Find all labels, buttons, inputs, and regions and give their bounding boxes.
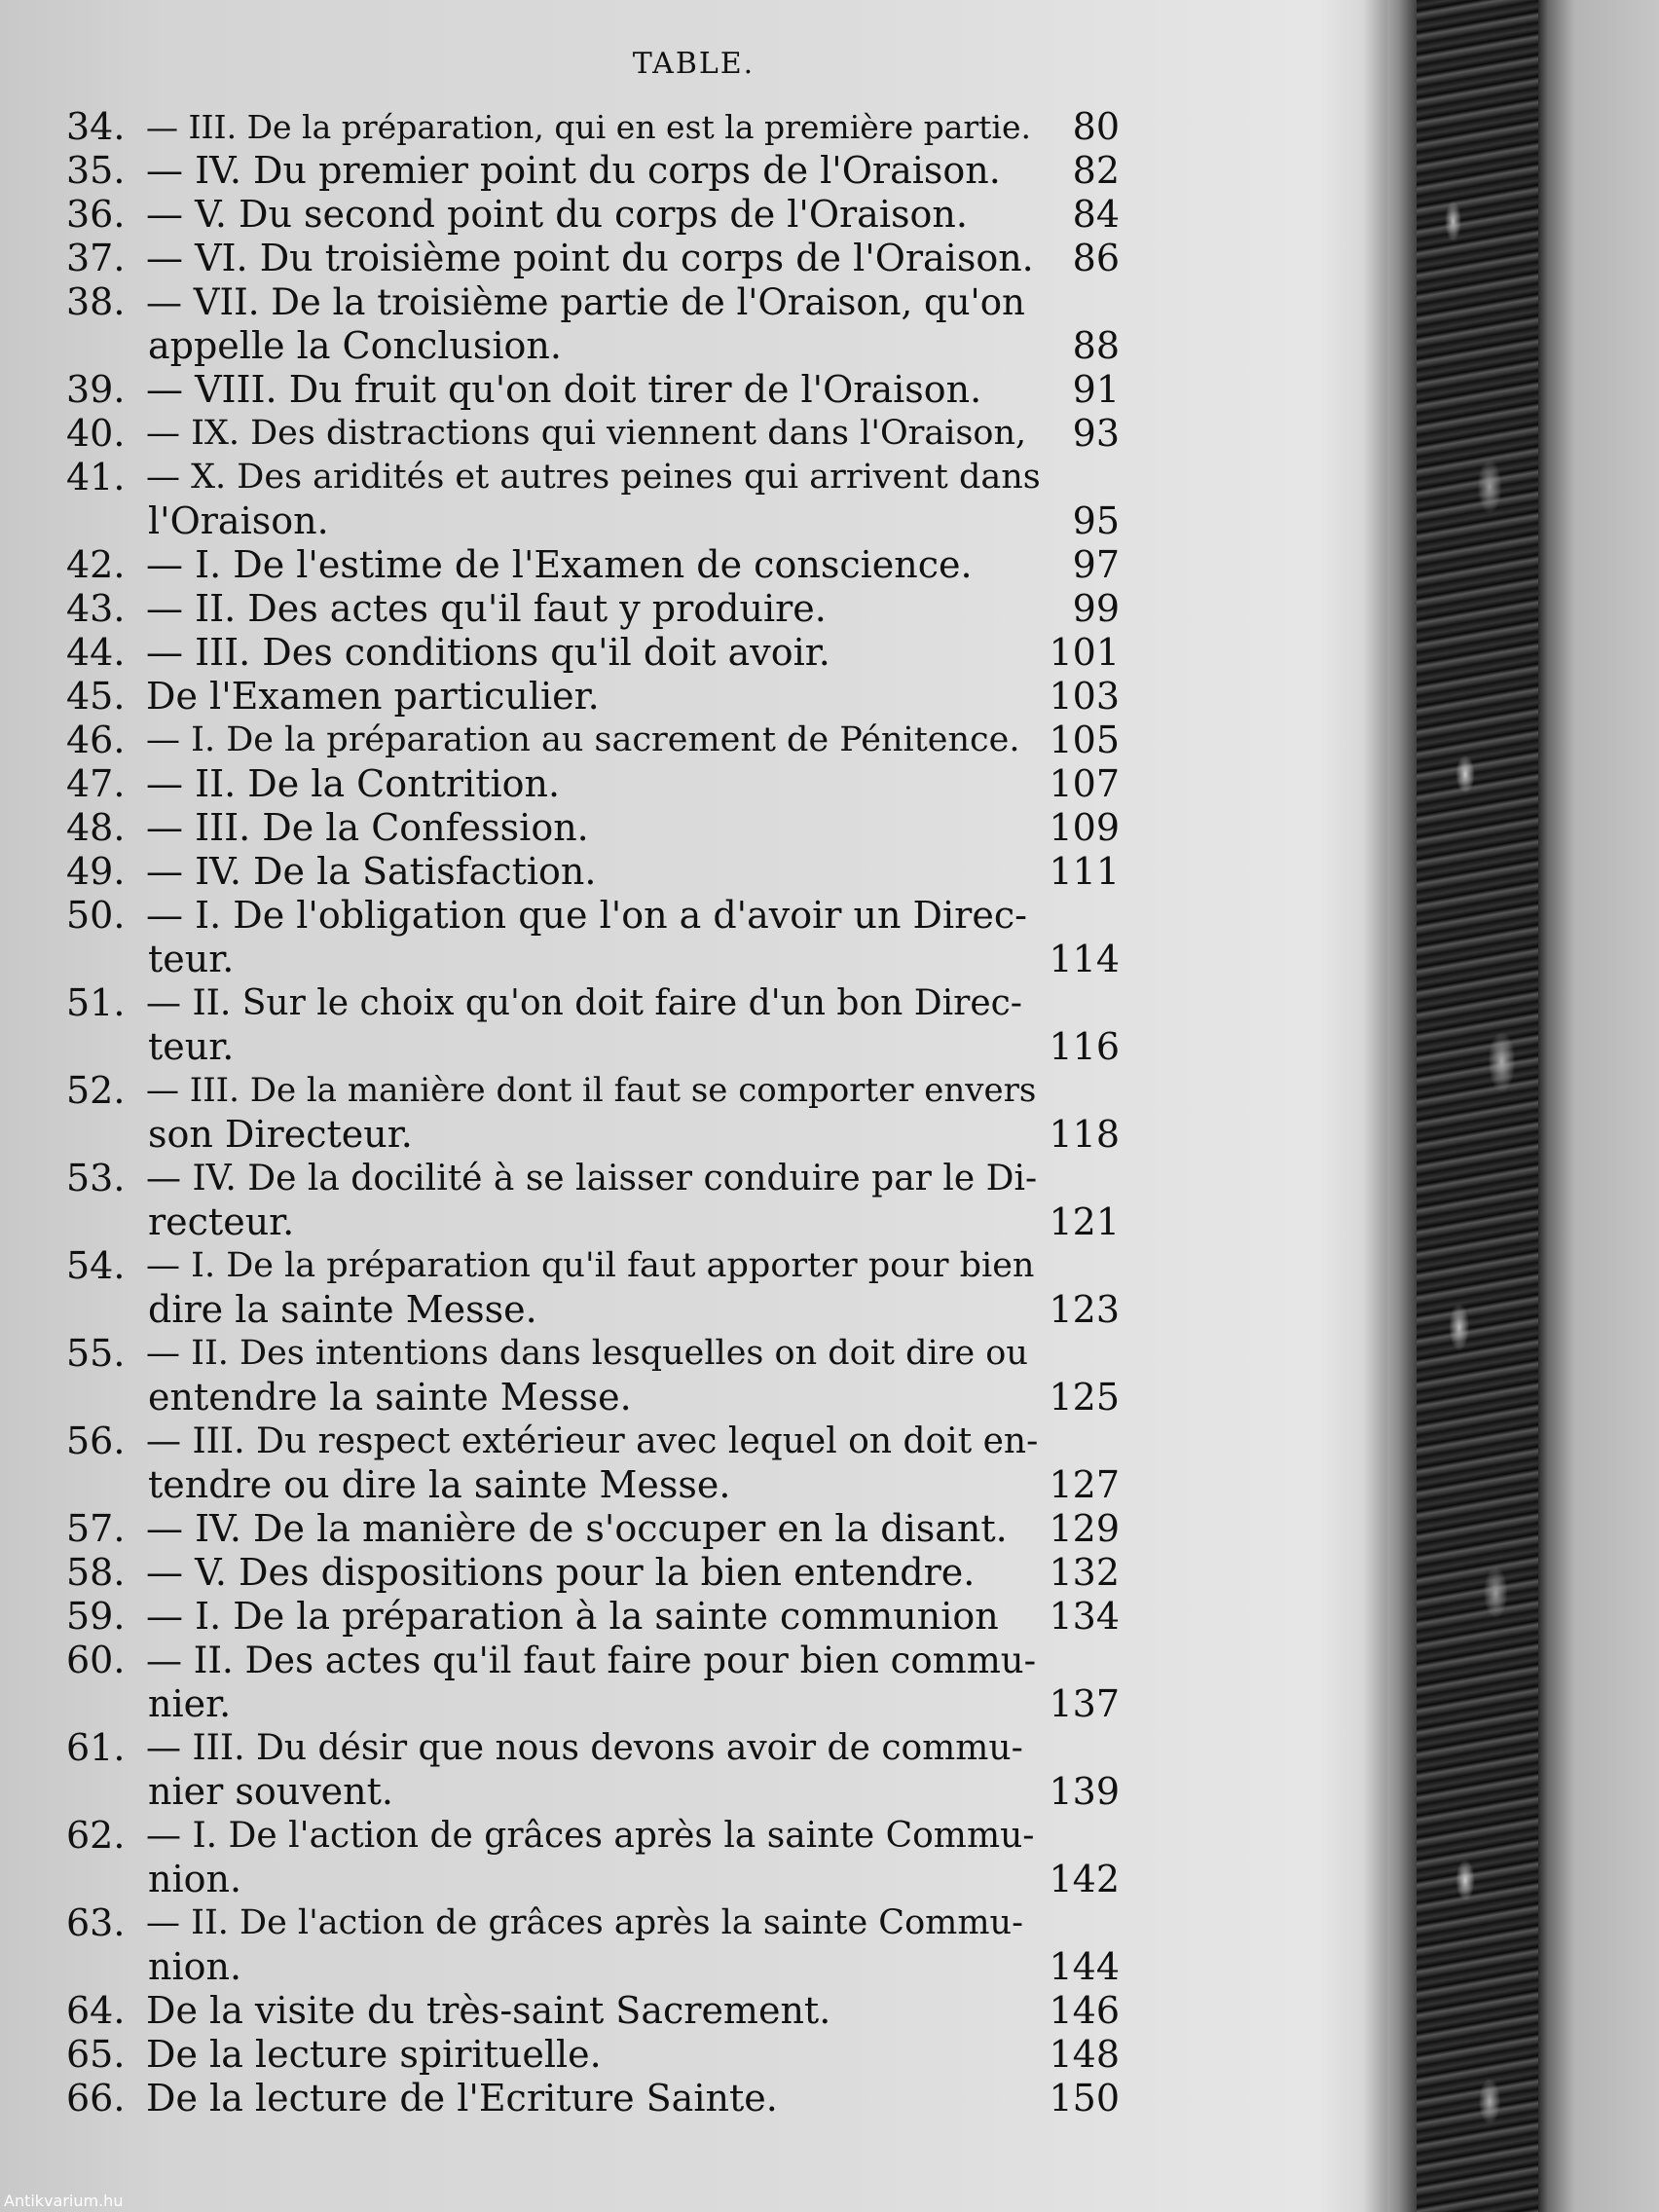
entry-number: 55. — [66, 1332, 126, 1375]
toc-entry — [0, 1858, 1387, 1901]
entry-title: — IV. De la manière de s'occuper en la disant. — [146, 1507, 1008, 1550]
entry-title: — IX. Des distractions qui viennent dans l'Oraison, — [146, 414, 1027, 453]
entry-title: — I. De l'obligation que l'on a d'avoir un Direc- — [146, 894, 1027, 937]
entry-title: De la lecture de l'Ecriture Sainte. — [146, 2077, 778, 2120]
entry-page-number: 114 — [1049, 938, 1120, 980]
entry-number: 37. — [66, 237, 126, 279]
entry-number: 50. — [66, 894, 126, 937]
toc-entry — [0, 1332, 1387, 1376]
entry-title: — IV. De la docilité à se laisser conduire par le Di- — [146, 1159, 1038, 1198]
toc-entry — [0, 149, 1387, 193]
entry-page-number: 125 — [1049, 1376, 1120, 1419]
toc-entry — [0, 1025, 1387, 1069]
entry-page-number: 144 — [1049, 1945, 1120, 1988]
entry-number: 49. — [66, 850, 126, 893]
toc-entry — [0, 1726, 1387, 1770]
toc-entry — [0, 938, 1387, 981]
entry-title: nier souvent. — [148, 1770, 393, 1813]
entry-number: 44. — [66, 631, 126, 674]
toc-entry — [0, 368, 1387, 412]
toc-entry — [0, 719, 1387, 762]
entry-title: — I. De l'estime de l'Examen de conscience. — [146, 543, 973, 586]
toc-entry — [0, 1288, 1387, 1332]
entry-title: — III. De la Confession. — [146, 806, 589, 849]
entry-number: 35. — [66, 149, 126, 192]
toc-entry — [0, 806, 1387, 850]
entry-number: 39. — [66, 368, 126, 411]
entry-number: 63. — [66, 1901, 126, 1944]
entry-title: — VII. De la troisième partie de l'Oraison, qu'on — [146, 281, 1025, 323]
toc-entry — [0, 675, 1387, 719]
entry-title: — V. Des dispositions pour la bien entendre. — [146, 1551, 976, 1594]
entry-number: 61. — [66, 1726, 126, 1769]
entry-page-number: 86 — [1072, 237, 1120, 279]
entry-number: 51. — [66, 981, 126, 1024]
entry-title: teur. — [148, 938, 235, 980]
toc-entry — [0, 850, 1387, 894]
entry-page-number: 105 — [1049, 719, 1120, 761]
entry-page-number: 103 — [1049, 675, 1120, 718]
entry-number: 41. — [66, 456, 126, 498]
entry-title: nion. — [148, 1858, 242, 1900]
entry-number: 62. — [66, 1814, 126, 1857]
entry-title: l'Oraison. — [148, 499, 329, 542]
entry-number: 42. — [66, 543, 126, 586]
entry-title: entendre la sainte Messe. — [148, 1376, 632, 1419]
toc-entry — [0, 280, 1387, 324]
toc-entry — [0, 237, 1387, 280]
entry-page-number: 101 — [1049, 631, 1120, 674]
entry-title: tendre ou dire la sainte Messe. — [148, 1463, 731, 1506]
entry-number: 43. — [66, 587, 126, 630]
entry-page-number: 97 — [1072, 543, 1120, 586]
entry-title: — III. Des conditions qu'il doit avoir. — [146, 631, 830, 674]
toc-entry — [0, 1200, 1387, 1244]
watermark: Antikvarium.hu — [4, 2192, 124, 2210]
toc-entry — [0, 1244, 1387, 1288]
entry-number: 52. — [66, 1069, 126, 1112]
entry-title: nier. — [148, 1682, 232, 1725]
entry-title: son Directeur. — [148, 1113, 413, 1156]
toc-entry — [0, 587, 1387, 631]
toc-entry — [0, 1507, 1387, 1551]
entry-title: — VI. Du troisième point du corps de l'Oraison. — [146, 237, 1034, 279]
entry-number: 47. — [66, 762, 126, 805]
entry-title: De la visite du très-saint Sacrement. — [146, 1989, 831, 2032]
entry-page-number: 127 — [1049, 1463, 1120, 1506]
toc-entry — [0, 1639, 1387, 1682]
entry-number: 66. — [66, 2077, 126, 2120]
entry-title: — II. Sur le choix qu'on doit faire d'un bon Direc- — [146, 983, 1022, 1023]
entry-title: dire la sainte Messe. — [148, 1288, 537, 1331]
entry-title: — I. De la préparation qu'il faut apporter pour bien — [146, 1246, 1035, 1285]
entry-title: — I. De la préparation à la sainte communion — [146, 1595, 999, 1638]
toc-entry — [0, 631, 1387, 675]
entry-title: nion. — [148, 1945, 242, 1988]
toc-entry — [0, 499, 1387, 543]
entry-title: — VIII. Du fruit qu'on doit tirer de l'Oraison. — [146, 368, 982, 411]
toc-entry — [0, 1463, 1387, 1507]
entry-title: recteur. — [148, 1200, 295, 1243]
toc-entry — [0, 1945, 1387, 1989]
entry-title: — III. De la manière dont il faut se comporter envers — [146, 1071, 1037, 1110]
entry-page-number: 99 — [1072, 587, 1120, 630]
entry-page-number: 134 — [1049, 1595, 1120, 1638]
entry-number: 59. — [66, 1595, 126, 1638]
toc-entry — [0, 894, 1387, 938]
entry-page-number: 93 — [1072, 412, 1120, 455]
entry-number: 60. — [66, 1639, 126, 1681]
entry-page-number: 146 — [1049, 1989, 1120, 2032]
toc-entry — [0, 1551, 1387, 1595]
entry-title: — II. Des intentions dans lesquelles on doit dire ou — [146, 1334, 1028, 1373]
entry-title: — IV. De la Satisfaction. — [146, 850, 597, 893]
entry-page-number: 107 — [1049, 762, 1120, 805]
entry-page-number: 95 — [1072, 499, 1120, 542]
entry-page-number: 150 — [1049, 2077, 1120, 2120]
entry-title: — III. Du respect extérieur avec lequel on doit en- — [146, 1421, 1039, 1461]
toc-entry — [0, 456, 1387, 499]
toc-entry — [0, 981, 1387, 1025]
toc-entry — [0, 1770, 1387, 1814]
toc-entry — [0, 1157, 1387, 1200]
toc-entry — [0, 543, 1387, 587]
toc-entry — [0, 1069, 1387, 1113]
toc-entry — [0, 1682, 1387, 1726]
entry-title: — II. De l'action de grâces après la sainte Commu- — [146, 1903, 1023, 1942]
toc-entry — [0, 2033, 1387, 2077]
entry-page-number: 129 — [1049, 1507, 1120, 1550]
entry-page-number: 109 — [1049, 806, 1120, 849]
entry-title: — X. Des aridités et autres peines qui arrivent dans — [146, 458, 1041, 497]
entry-title: — IV. Du premier point du corps de l'Oraison. — [146, 149, 1001, 192]
entry-page-number: 84 — [1072, 193, 1120, 236]
entry-number: 36. — [66, 193, 126, 236]
toc-entry — [0, 1376, 1387, 1419]
entry-title: appelle la Conclusion. — [148, 324, 562, 367]
background-board — [1538, 0, 1659, 2212]
entry-title: — V. Du second point du corps de l'Oraison. — [146, 193, 968, 236]
entry-number: 56. — [66, 1419, 126, 1462]
entry-page-number: 111 — [1049, 850, 1120, 893]
page-header: TABLE. — [632, 47, 756, 81]
entry-page-number: 82 — [1072, 149, 1120, 192]
entry-page-number: 123 — [1049, 1288, 1120, 1331]
entry-title: — II. Des actes qu'il faut y produire. — [146, 587, 827, 630]
entry-page-number: 80 — [1072, 105, 1120, 148]
entry-number: 46. — [66, 719, 126, 761]
entry-page-number: 88 — [1072, 324, 1120, 367]
entry-page-number: 116 — [1049, 1025, 1120, 1068]
entry-page-number: 118 — [1049, 1113, 1120, 1156]
entry-number: 38. — [66, 280, 126, 323]
toc-entry — [0, 193, 1387, 237]
entry-number: 53. — [66, 1157, 126, 1199]
entry-number: 64. — [66, 1989, 126, 2032]
entry-number: 40. — [66, 412, 126, 455]
toc-entry — [0, 1901, 1387, 1945]
marbled-cover-edge — [1417, 0, 1538, 2212]
entry-title: teur. — [148, 1025, 235, 1068]
entry-page-number: 139 — [1049, 1770, 1120, 1813]
toc-entry — [0, 1113, 1387, 1157]
toc-entry — [0, 324, 1387, 368]
toc-entry — [0, 1419, 1387, 1463]
entry-number: 57. — [66, 1507, 126, 1550]
entry-title: De l'Examen particulier. — [146, 675, 600, 718]
entry-page-number: 142 — [1049, 1858, 1120, 1900]
entry-title: — I. De l'action de grâces après la sainte Commu- — [146, 1816, 1035, 1856]
toc-entry — [0, 412, 1387, 456]
entry-page-number: 121 — [1049, 1200, 1120, 1243]
toc-entry — [0, 1595, 1387, 1639]
entry-number: 65. — [66, 2033, 126, 2076]
entry-number: 48. — [66, 806, 126, 849]
entry-title: — I. De la préparation au sacrement de Pénitence. — [146, 720, 1020, 759]
entry-title: — II. De la Contrition. — [146, 762, 561, 805]
toc-entry — [0, 1814, 1387, 1858]
entry-page-number: 132 — [1049, 1551, 1120, 1594]
entry-number: 45. — [66, 675, 126, 718]
toc-entry — [0, 762, 1387, 806]
entry-number: 34. — [66, 105, 126, 148]
toc-entry — [0, 1989, 1387, 2033]
entry-page-number: 91 — [1072, 368, 1120, 411]
entry-number: 54. — [66, 1244, 126, 1287]
entry-page-number: 137 — [1049, 1682, 1120, 1725]
toc-entry — [0, 2077, 1387, 2120]
toc-entry — [0, 105, 1387, 149]
entry-page-number: 148 — [1049, 2033, 1120, 2076]
entry-title: De la lecture spirituelle. — [146, 2033, 602, 2076]
entry-title: — III. Du désir que nous devons avoir de commu- — [146, 1728, 1023, 1768]
entry-title: — III. De la préparation, qui en est la première partie. — [146, 108, 1031, 146]
entry-number: 58. — [66, 1551, 126, 1594]
entry-title: — II. Des actes qu'il faut faire pour bien commu- — [146, 1640, 1037, 1681]
